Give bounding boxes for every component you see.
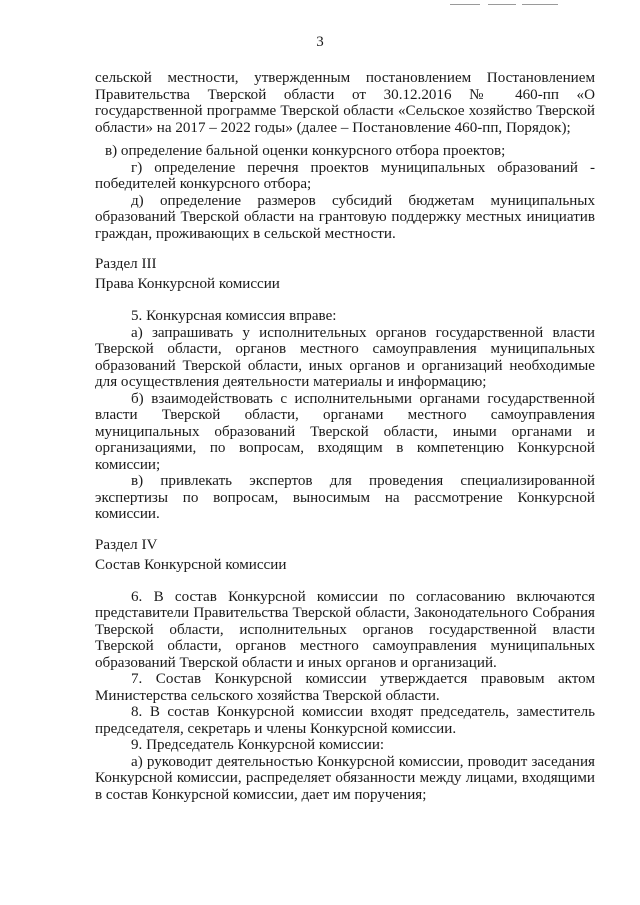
paragraph-9a: а) руководит деятельностью Конкурсной комиссии, проводит заседания Конкурсной комиссии, распределяет обязанности между лицами, входящими в состав Конкурсной комиссии, дает им поручения; [95,753,595,803]
paragraph-5b: б) взаимодействовать с исполнительными органами государственной власти Тверской области, органами местного самоуправления муниципальных образований Тверской области, иными органами и организациями, по вопросам, входящим в компетенцию Конкурсной комиссии; [95,390,595,473]
paragraph-7: 7. Состав Конкурсной комиссии утверждается правовым актом Министерства сельского хозяйства Тверской области. [95,671,595,704]
scan-mark [450,4,480,5]
section-4-number: Раздел IV [95,536,158,553]
scan-mark [488,4,516,5]
item-g: г) определение перечня проектов муниципальных образований - победителей конкурсного отбора; [95,159,595,192]
section-3-number: Раздел III [95,256,157,272]
paragraph-5: 5. Конкурсная комиссия вправе: [131,308,337,324]
paragraph-5v: в) привлекать экспертов для проведения специализированной экспертизы по вопросам, выносимым на рассмотрение Конкурсной комиссии. [95,473,595,522]
paragraph-9: 9. Председатель Конкурсной комиссии: [131,737,385,753]
item-v: в) определение бальной оценки конкурсного отбора проектов; [105,143,506,159]
paragraph-6: 6. В состав Конкурсной комиссии по согласованию включаются представители Правительства Тверской области, Законодательного Собрания Тверской области, исполнительных органов государственной власти Тверской области, органов местного самоуправления муниципальных образований Тверской области и иных органов и организаций. [95,588,595,671]
scan-mark [522,4,558,5]
continuation-paragraph: сельской местности, утвержденным постановлением Постановлением Правительства Тверской области от 30.12.2016 № 460-пп «О государственной программе Тверской области «Сельское хозяйство Тверской области» на 2017 – 2022 годы» (далее – Постановление 460-пп, Порядок); [95,70,595,136]
page-number: 3 [316,34,324,50]
document-body [95,70,595,803]
paragraph-5a: а) запрашивать у исполнительных органов государственной власти Тверской области, органов местного самоуправления муниципальных образований Тверской области, иных органов и организаций необходимые для осуществления деятельности материалы и информацию; [95,324,595,390]
section-3-title: Права Конкурсной комиссии [95,276,280,292]
section-4-title: Состав Конкурсной комиссии [95,556,287,573]
paragraph-8: 8. В состав Конкурсной комиссии входят председатель, заместитель председателя, секретарь и члены Конкурсной комиссии. [95,704,595,737]
item-d: д) определение размеров субсидий бюджетам муниципальных образований Тверской области на грантовую поддержку местных инициатив граждан, проживающих в сельской местности. [95,192,595,242]
